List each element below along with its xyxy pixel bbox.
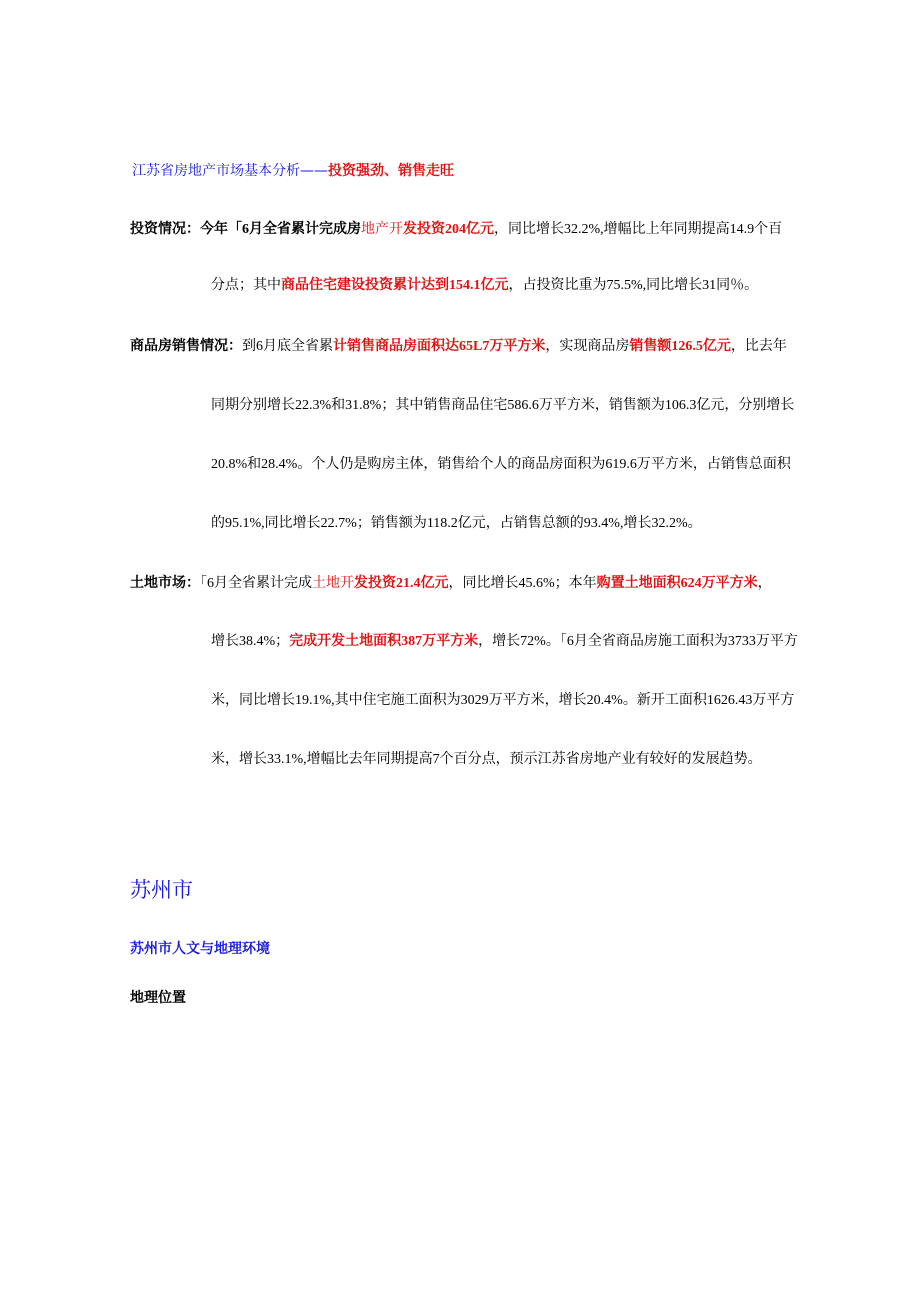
land-line-1: 土地市场：「6月全省累计完成土地开发投资21.4亿元，同比增长45.6%；本年购置土地面积624万平方米， (130, 575, 772, 591)
land-line-2: 增长38.4%；完成开发土地面积387万平方米，增长72%。「6月全省商品房施工面积为3733万平方 (211, 634, 798, 649)
section-title-main: 江苏省房地产市场基本分析—— (132, 163, 328, 179)
land-line-3: 米，同比增长19.1%,其中住宅施工面积为3029万平方米，增长20.4%。新开工面积1626.43万平方 (211, 693, 795, 708)
land-label: 土地市场： (130, 575, 200, 591)
investment-label: 投资情况： (130, 221, 200, 237)
geography-heading: 地理位置 (130, 990, 186, 1006)
city-subtitle: 苏州市人文与地理环境 (130, 941, 270, 957)
section-title (132, 160, 454, 180)
sales-line-3: 20.8%和28.4%。个人仍是购房主体，销售给个人的商品房面积为619.6万平方米，占销售总面积 (211, 457, 791, 472)
section-title-highlight: 投资强劲、销售走旺 (328, 163, 454, 179)
land-line-4: 米，增长33.1%,增幅比去年同期提高7个百分点，预示江苏省房地产业有较好的发展趋势。 (211, 752, 762, 767)
city-heading: 苏州市 (130, 878, 193, 902)
sales-label: 商品房销售情况： (130, 338, 242, 354)
sales-line-2: 同期分别增长22.3%和31.8%；其中销售商品住宅586.6万平方米，销售额为106.3亿元，分别增长 (211, 398, 795, 413)
sales-line-4: 的95.1%,同比增长22.7%；销售额为118.2亿元，占销售总额的93.4%,增长32.2%。 (211, 516, 702, 531)
investment-line-1: 投资情况：今年「6月全省累计完成房地产开发投资204亿元，同比增长32.2%,增幅比上年同期提高14.9个百 (130, 221, 783, 237)
investment-line-2: 分点；其中商品住宅建设投资累计达到154.1亿元，占投资比重为75.5%,同比增长31同％。 (211, 278, 759, 293)
sales-line-1: 商品房销售情况：到6月底全省累计销售商品房面积达65L7万平方米，实现商品房销售额126.5亿元，比去年 (130, 338, 787, 354)
